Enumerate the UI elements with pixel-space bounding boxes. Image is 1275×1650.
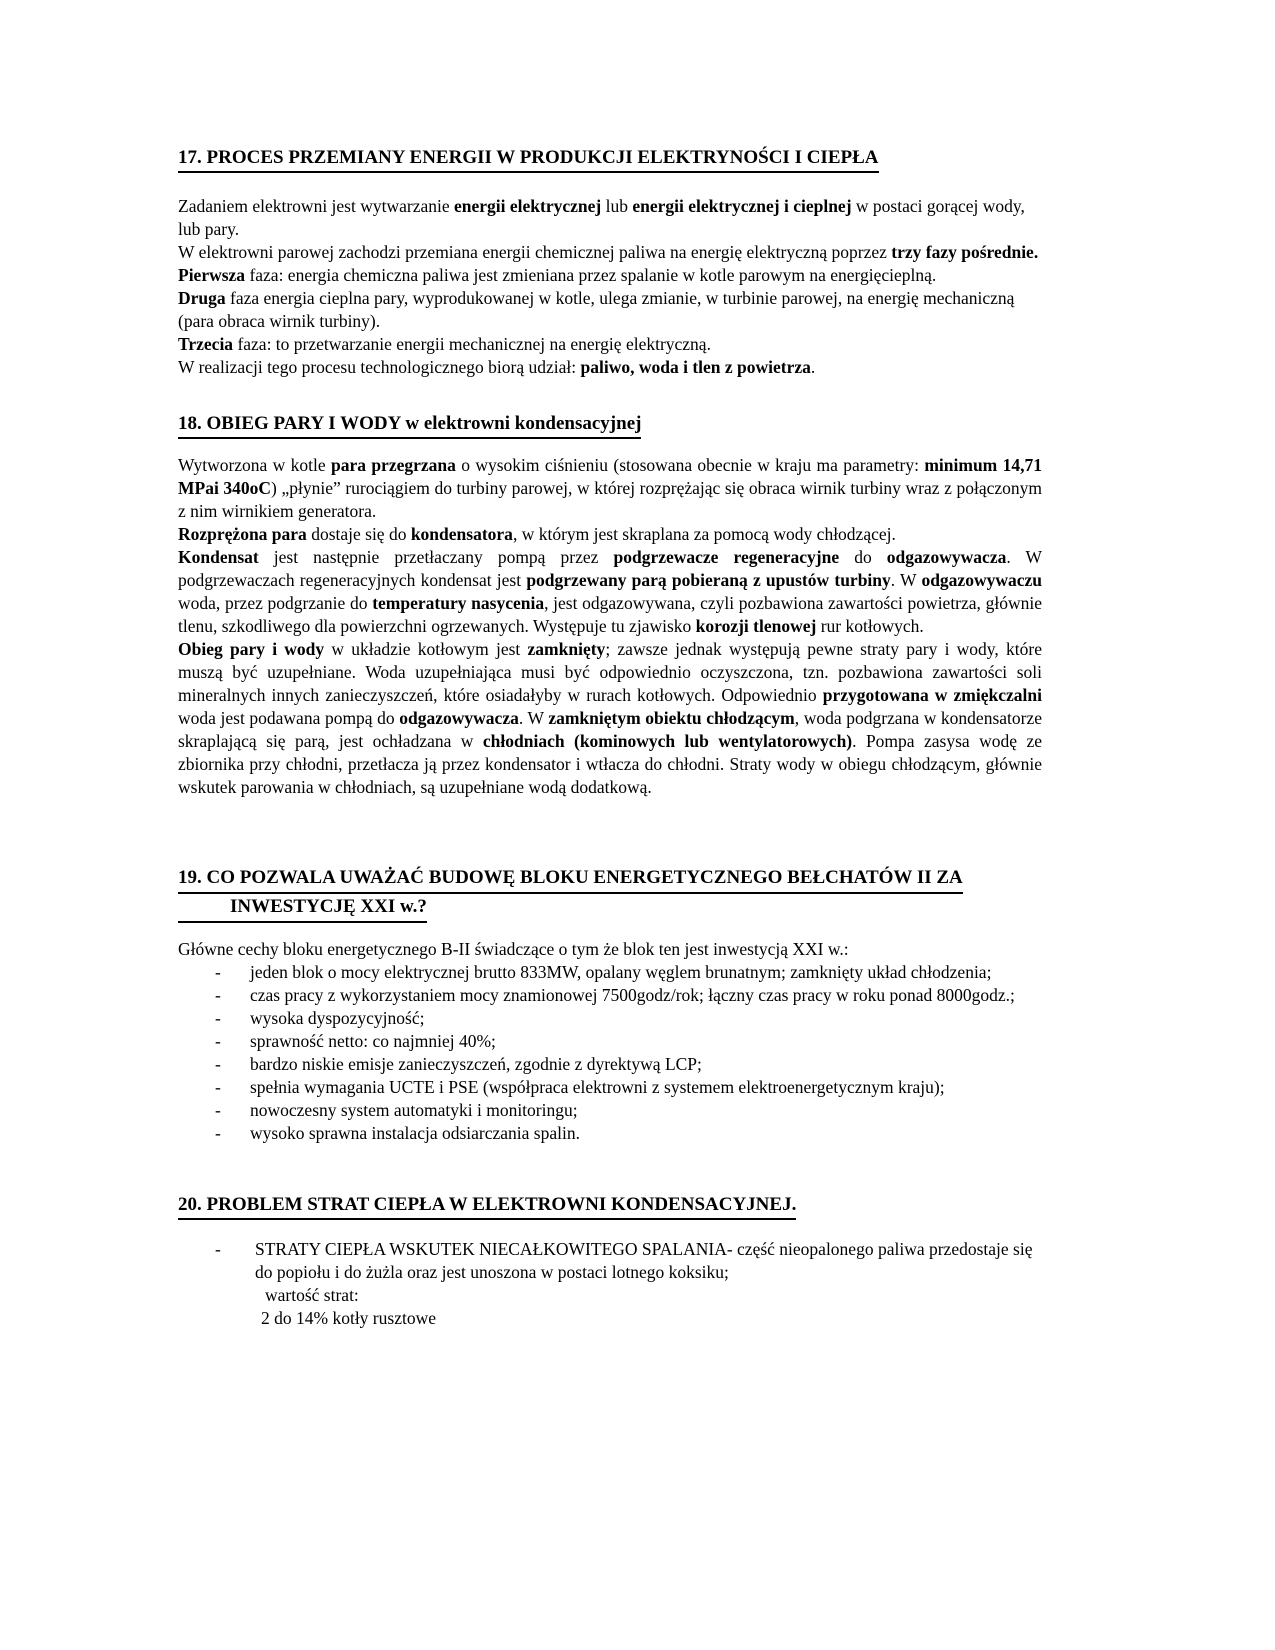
list-item — [178, 1076, 1042, 1099]
paragraph-s18-4: Obieg pary i wody w układzie kotłowym jest zamknięty; zawsze jednak występują pewne straty pary i wody, które muszą być uzupełniane. Woda uzupełniająca musi być odpowiednio oczyszczona, tzn. pozbawiona zawartości soli mineralnych innych zanieczyszczeń, które osiadałyby w rurach kotłowych. Odpowiednio przygotowana w zmiękczalni woda jest podawana pompą do odgazowywacza. W zamkniętym obiektu chłodzącym, woda podgrzana w kondensatorze skraplającą się parą, jest ochładzana w chłodniach (kominowych lub wentylatorowych). Pompa zasysa wodę ze zbiornika przy chłodni, przetłacza ją przez kondensator i wtłacza do chłodni. Straty wody w obiegu chłodzącym, głównie wskutek parowania w chłodniach, są uzupełniane wodą dodatkową. — [178, 639, 1043, 797]
list-item — [178, 1053, 1042, 1076]
paragraph-s17-3: Pierwsza faza: energia chemiczna paliwa jest zmieniana przez spalanie w kotle parowym na energięcieplną. — [178, 265, 937, 285]
document-page — [178, 146, 1042, 1330]
section-20-heading-text: 20. PROBLEM STRAT CIEPŁA W ELEKTROWNI KONDENSACYJNEJ. — [178, 1193, 796, 1220]
section-17-heading-text: 17. PROCES PRZEMIANY ENERGII W PRODUKCJI ELEKTRYNOŚCI I CIEPŁA — [178, 146, 879, 173]
paragraph-s17-1: Zadaniem elektrowni jest wytwarzanie energii elektrycznej lub energii elektrycznej i cieplnej w postaci gorącej wody, lub pary. — [178, 196, 1025, 239]
bullet-text: czas pracy z wykorzystaniem mocy znamionowej 7500godz/rok; łączny czas pracy w roku ponad 8000godz.; — [250, 985, 1015, 1005]
bullet-text: nowoczesny system automatyki i monitoringu; — [250, 1100, 578, 1120]
bullet-dash: - — [215, 1239, 221, 1259]
bullet-text: spełnia wymagania UCTE i PSE (współpraca elektrowni z systemem elektroenergetycznym kraju); — [250, 1077, 945, 1097]
bullet-text: wysoka dyspozycyjność; — [250, 1008, 425, 1028]
loss-value-range: 2 do 14% kotły rusztowe — [261, 1308, 436, 1328]
paragraph-s18-1: Wytworzona w kotle para przegrzana o wysokim ciśnieniu (stosowana obecnie w kraju ma parametry: minimum 14,71 MPai 340oC) „płynie” rurociągiem do turbiny parowej, w której rozprężając się obraca wirnik turbiny wraz z połączonym z nim wirnikiem generatora. — [178, 455, 1042, 521]
paragraph-s18-3: Kondensat jest następnie przetłaczany pompą przez podgrzewacze regeneracyjne do odgazowywacza. W podgrzewaczach regeneracyjnych kondensat jest podgrzewany parą pobieraną z upustów turbiny. W odgazowywaczu woda, przez podgrzanie do temperatury nasycenia, jest odgazowywana, czyli pozbawiona zawartości powietrza, głównie tlenu, szkodliwego dla powierzchni ogrzewanych. Występuje tu zjawisko korozji tlenowej rur kotłowych. — [178, 547, 1042, 636]
section-19-heading — [178, 865, 1042, 923]
bullet-dash: - — [215, 1100, 221, 1120]
bullet-text: wysoko sprawna instalacja odsiarczania spalin. — [250, 1123, 580, 1143]
list-item — [178, 1099, 1042, 1122]
paragraph-s17-5: Trzecia faza: to przetwarzanie energii mechanicznej na energię elektryczną. — [178, 334, 711, 354]
list-item — [178, 1030, 1042, 1053]
paragraph-s17-4: Druga faza energia cieplna pary, wyprodukowanej w kotle, ulega zmianie, w turbinie parowej, na energię mechaniczną (para obraca wirnik turbiny). — [178, 288, 1015, 331]
bullet-dash: - — [215, 985, 221, 1005]
bullet-dash: - — [215, 1031, 221, 1051]
section-18-heading-text: 18. OBIEG PARY I WODY w elektrowni kondensacyjnej — [178, 412, 641, 439]
bullet-dash: - — [215, 1123, 221, 1143]
list-item — [178, 1122, 1042, 1145]
feature-list — [178, 961, 1042, 1145]
paragraph-s19-intro: Główne cechy bloku energetycznego B-II świadczące o tym że blok ten jest inwestycją XXI w.: — [178, 939, 849, 959]
section-19-heading-line2: INWESTYCJĘ XXI w.? — [178, 894, 427, 923]
bullet-text: sprawność netto: co najmniej 40%; — [250, 1031, 496, 1051]
list-item — [178, 961, 1042, 984]
bullet-dash: - — [215, 1054, 221, 1074]
section-20-heading — [178, 1193, 1042, 1220]
list-item — [178, 984, 1042, 1007]
bullet-dash: - — [215, 1008, 221, 1028]
paragraph-s17-2: W elektrowni parowej zachodzi przemiana energii chemicznej paliwa na energię elektryczną poprzez trzy fazy pośrednie. — [178, 242, 1039, 262]
bullet-text — [255, 1238, 1042, 1330]
list-item — [178, 1238, 1042, 1330]
section-18-heading — [178, 412, 1042, 439]
bullet-text: jeden blok o mocy elektrycznej brutto 833MW, opalany węglem brunatnym; zamknięty układ chłodzenia; — [250, 962, 992, 982]
bullet-dash: - — [215, 962, 221, 982]
paragraph-s18-2: Rozprężona para dostaje się do kondensatora, w którym jest skraplana za pomocą wody chłodzącej. — [178, 524, 896, 544]
loss-value-label: wartość strat: — [265, 1285, 359, 1305]
heat-loss-text: STRATY CIEPŁA WSKUTEK NIECAŁKOWITEGO SPALANIA- część nieopalonego paliwa przedostaje się do popiołu i do żużla oraz jest unoszona w postaci lotnego koksiku; — [255, 1239, 1033, 1282]
section-17-heading — [178, 146, 1042, 173]
list-item — [178, 1007, 1042, 1030]
paragraph-s17-6: W realizacji tego procesu technologicznego biorą udział: paliwo, woda i tlen z powietrza. — [178, 357, 816, 377]
bullet-dash: - — [215, 1077, 221, 1097]
section-19-heading-line1: 19. CO POZWALA UWAŻAĆ BUDOWĘ BLOKU ENERGETYCZNEGO BEŁCHATÓW II ZA — [178, 865, 963, 894]
bullet-text: bardzo niskie emisje zanieczyszczeń, zgodnie z dyrektywą LCP; — [250, 1054, 702, 1074]
